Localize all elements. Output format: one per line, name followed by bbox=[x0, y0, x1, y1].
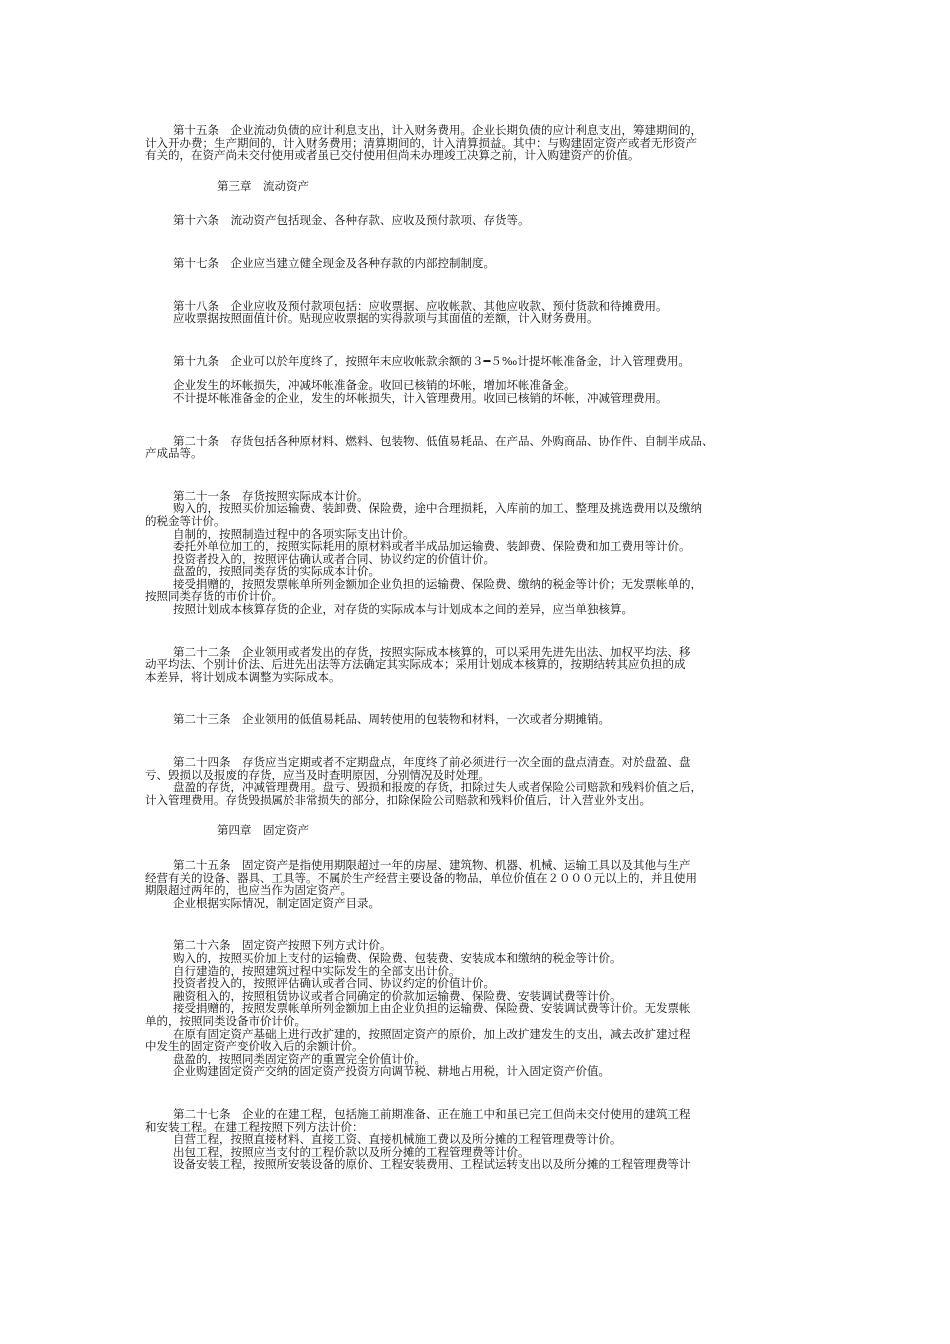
chapter-title: 第四章 固定资产 bbox=[217, 824, 309, 837]
text-line: 有关的，在资产尚未交付使用或者虽已交付使用但尚未办理竣工决算之前，计入购建资产的价值。 bbox=[145, 149, 640, 162]
text-line: 出包工程，按照应当支付的工程价款以及所分摊的工程管理费等计价。 bbox=[173, 1145, 530, 1159]
text-line: 自营工程，按照直接材料、直接工资、直接机械施工费以及所分摊的工程管理费等计价。 bbox=[173, 1133, 622, 1146]
article-block bbox=[145, 859, 810, 909]
text-line: 计入管理费用。存货毁损属於非常损失的部分，扣除保险公司赔款和残料价值后，计入营业外支出。 bbox=[145, 793, 651, 807]
text-line: 自制的，按照制造过程中的各项实际支出计价。 bbox=[173, 527, 415, 541]
article-block bbox=[145, 490, 810, 616]
text-line: 自行建造的，按照建筑过程中实际发生的全部支出计价。 bbox=[173, 964, 461, 978]
text-line: 融资租入的，按照租赁协议或者合同确定的价款加运输费、保险费、安装调试费等计价。 bbox=[173, 989, 622, 1003]
text-line: 按照计划成本核算存货的企业，对存货的实际成本与计划成本之间的差异，应当单独核算。 bbox=[173, 603, 633, 616]
document-page bbox=[145, 124, 810, 1171]
text-line: 计入开办费；生产期间的，计入财务费用；清算期间的，计入清算损益。其中：与购建固定资产或者无形资产 bbox=[145, 136, 697, 150]
text-line: 在原有固定资产基础上进行改扩建的，按照固定资产的原价，加上改扩建发生的支出，减去改扩建过程 bbox=[173, 1027, 691, 1041]
chapter-heading bbox=[145, 824, 810, 837]
chapter-heading bbox=[145, 180, 810, 193]
text-line: 投资者投入的，按照评估确认或者合同、协议约定的价值计价。 bbox=[173, 977, 495, 990]
article-block bbox=[145, 435, 810, 460]
text-line: 应收票据按照面值计价。贴现应收票据的实得款项与其面值的差额，计入财务费用。 bbox=[173, 312, 599, 325]
text-line: 盘盈的存货，冲减管理费用。盘亏、毁损和报废的存货，扣除过失人或者保险公司赔款和残料价值之后， bbox=[173, 781, 702, 794]
article-block bbox=[145, 124, 810, 162]
text-line: 第二十条 存货包括各种原材料、燃料、包装物、低值易耗品、在产品、外购商品、协作件、自制半成品、 bbox=[173, 434, 714, 448]
text-line: 第二十七条 企业的在建工程，包括施工前期准备、正在施工中和虽已完工但尚未交付使用的建筑工程 bbox=[173, 1107, 691, 1121]
text-line: 按照同类存货的市价计价。 bbox=[145, 590, 283, 604]
text-line: 盘盈的，按照同类固定资产的重置完全价值计价。 bbox=[173, 1052, 426, 1066]
article-block bbox=[145, 379, 810, 404]
text-line: 第十七条 企业应当建立健全现金及各种存款的内部控制制度。 bbox=[173, 256, 495, 270]
text-line: 的税金等计价。 bbox=[145, 514, 226, 528]
text-line: 中发生的固定资产变价收入后的余额计价。 bbox=[145, 1040, 364, 1053]
text-line: 第二十一条 存货按照实际成本计价。 bbox=[173, 489, 369, 503]
article-block bbox=[145, 1108, 810, 1171]
text-line: 第二十四条 存货应当定期或者不定期盘点，年度终了前必须进行一次全面的盘点清查。对於盘盈、盘 bbox=[173, 756, 691, 769]
article-block bbox=[145, 756, 810, 806]
text-line: 产成品等。 bbox=[145, 447, 203, 460]
text-line: 委托外单位加工的，按照实际耗用的原材料或者半成品加运输费、装卸费、保险费和加工费用等计价。 bbox=[173, 540, 691, 553]
article-block bbox=[145, 355, 810, 368]
text-line: 购入的，按照买价加运输费、装卸费、保险费，途中合理损耗，入库前的加工、整理及挑选费用以及缴纳 bbox=[173, 502, 702, 515]
text-line: 第十八条 企业应收及预付款项包括：应收票据、应收帐款、其他应收款、预付货款和待摊费用。 bbox=[173, 299, 668, 313]
article-block bbox=[145, 646, 810, 684]
text-line: 动平均法、个别计价法、后进先出法等方法确定其实际成本；采用计划成本核算的，按期结转其应负担的成 bbox=[145, 658, 686, 671]
text-line: 设备安装工程，按照所安装设备的原价、工程安装费用、工程试运转支出以及所分摊的工程管理费等计 bbox=[173, 1158, 691, 1171]
text-line: 第二十三条 企业领用的低值易耗品、周转使用的包装物和材料，一次或者分期摊销。 bbox=[173, 713, 610, 727]
text-line: 第十六条 流动资产包括现金、各种存款、应收及预付款项、存货等。 bbox=[173, 214, 530, 227]
text-line: 期限超过两年的，也应当作为固定资产。 bbox=[145, 884, 352, 897]
text-line: 第十五条 企业流动负债的应计利息支出，计入财务费用。企业长期负债的应计利息支出，筹建期间的， bbox=[173, 124, 702, 137]
text-line: 投资者投入的，按照评估确认或者合同、协议约定的价值计价。 bbox=[173, 552, 495, 566]
text-line: 第二十五条 固定资产是指使用期限超过一年的房屋、建筑物、机器、机械、运输工具以及其他与生产 bbox=[173, 859, 691, 872]
chapter-title: 第三章 流动资产 bbox=[217, 179, 309, 193]
text-line: 不计提坏帐准备金的企业，发生的坏帐损失，计入管理费用。收回已核销的坏帐，冲减管理费用。 bbox=[173, 391, 668, 405]
text-line: 盘盈的，按照同类存货的实际成本计价。 bbox=[173, 565, 380, 578]
text-line: 接受捐赠的，按照发票帐单所列金额加企业负担的运输费、保险费、缴纳的税金等计价；无发票帐单的， bbox=[173, 577, 702, 591]
text-line: 第十九条 企业可以於年度终了，按照年末应收帐款余额的３━５‰计提坏帐准备金，计入管理费用。 bbox=[173, 354, 690, 368]
article-block bbox=[145, 257, 810, 270]
text-line: 第二十二条 企业领用或者发出的存货，按照实际成本核算的，可以采用先进先出法、加权平均法、移 bbox=[173, 645, 691, 659]
text-line: 单的，按照同类设备市价计价。 bbox=[145, 1014, 306, 1028]
text-line: 企业购建固定资产交纳的固定资产投资方向调节税、耕地占用税，计入固定资产价值。 bbox=[173, 1065, 610, 1078]
article-block bbox=[145, 300, 810, 325]
text-line: 经营有关的设备、器具、工具等。不属於生产经营主要设备的物品，单位价值在２０００元以上的，并且使用 bbox=[145, 871, 697, 885]
text-line: 企业根据实际情况，制定固定资产目录。 bbox=[173, 896, 380, 910]
article-block bbox=[145, 713, 810, 726]
text-line: 亏、毁损以及报废的存货，应当及时查明原因，分别情况及时处理。 bbox=[145, 768, 490, 782]
text-line: 本差异，将计划成本调整为实际成本。 bbox=[145, 670, 341, 684]
article-block bbox=[145, 939, 810, 1078]
text-line: 购入的，按照买价加上支付的运输费、保险费、包装费、安装成本和缴纳的税金等计价。 bbox=[173, 951, 622, 965]
text-line: 企业发生的坏帐损失，冲减坏帐准备金。收回已核销的坏帐，增加坏帐准备金。 bbox=[173, 379, 576, 392]
article-block bbox=[145, 214, 810, 227]
text-line: 接受捐赠的，按照发票帐单所列金额加上由企业负担的运输费、保险费、安装调试费等计价。无发票帐 bbox=[173, 1002, 691, 1015]
text-line: 和安装工程。在建工程按照下列方法计价： bbox=[145, 1120, 364, 1134]
text-line: 第二十六条 固定资产按照下列方式计价。 bbox=[173, 939, 392, 952]
